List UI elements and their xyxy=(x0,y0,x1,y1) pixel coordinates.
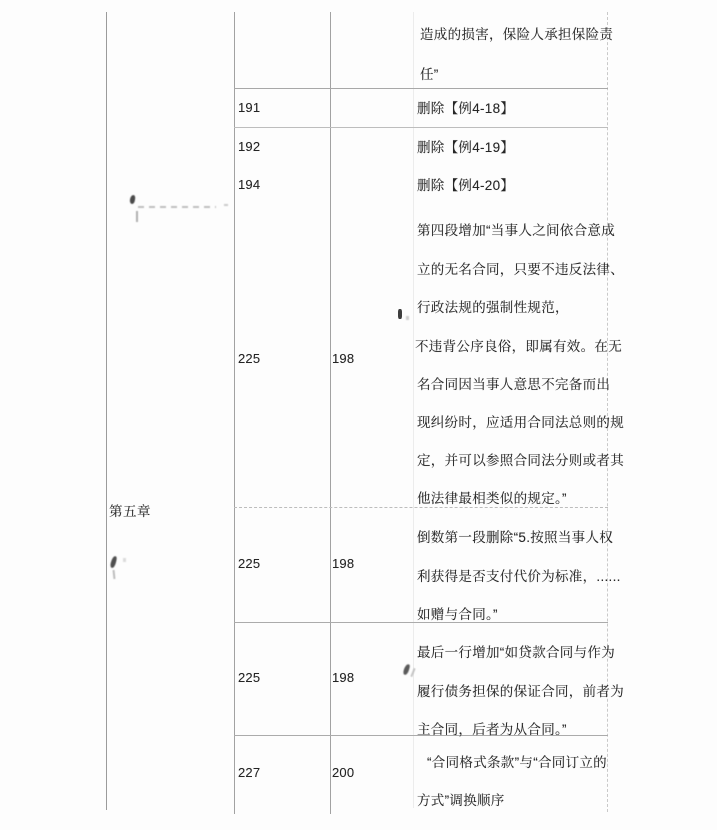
change-description-line: 他法律最相类似的规定。” xyxy=(417,491,567,506)
change-description-line: 删除【例4-20】 xyxy=(417,178,515,193)
change-description-line: 履行债务担保的保证合同，前者为 xyxy=(417,684,624,699)
page-number-new: 225 xyxy=(238,556,261,571)
chapter-cell: 第五章 xyxy=(109,504,151,519)
change-description-line: 倒数第一段删除“5.按照当事人权 xyxy=(417,530,614,545)
change-description-line: 现纠纷时，应适用合同法总则的规 xyxy=(417,415,624,430)
change-description-line: 删除【例4-19】 xyxy=(417,140,515,155)
scan-artifact-pen-mark xyxy=(110,556,117,569)
scan-artifact-tick xyxy=(136,211,138,222)
change-description-line: 定，并可以参照合同法分则或者其 xyxy=(417,453,624,468)
scan-artifact-tick xyxy=(398,309,402,319)
change-description-line: 最后一行增加“如贷款合同与作为 xyxy=(417,645,615,660)
scan-artifact-blob xyxy=(129,195,135,205)
row-divider-2 xyxy=(234,127,608,128)
scan-artifact-pen-mark xyxy=(403,664,411,676)
scan-artifact-speck xyxy=(123,558,126,562)
page-number-new: 191 xyxy=(238,100,261,115)
change-description-line: 利获得是否支付代价为标准，...... xyxy=(417,569,621,584)
scan-artifact-speck xyxy=(406,316,409,320)
change-description-line: 不违背公序良俗，即属有效。在无 xyxy=(415,339,622,354)
page-number-new: 194 xyxy=(238,177,261,192)
page-number-new: 192 xyxy=(238,139,261,154)
table-border-col1 xyxy=(234,12,235,814)
change-description-line: 名合同因当事人意思不完备而出 xyxy=(417,377,611,392)
table-border-left xyxy=(106,12,107,810)
change-description-line: 如赠与合同。” xyxy=(417,607,498,622)
change-description-line: 造成的损害，保险人承担保险责 xyxy=(420,27,614,42)
table-border-col3-faint xyxy=(413,12,414,808)
page-number-new: 225 xyxy=(238,351,261,366)
change-description-line: 行政法规的强制性规范， xyxy=(417,300,569,315)
change-description-line: 第四段增加“当事人之间依合意成 xyxy=(417,223,615,238)
change-description-line: 方式”调换顺序 xyxy=(417,793,505,808)
page-number-old: 200 xyxy=(332,765,355,780)
change-description-line: 任” xyxy=(420,67,439,82)
row-divider-3 xyxy=(234,507,608,508)
page-number-old: 198 xyxy=(332,670,355,685)
page-number-old: 198 xyxy=(332,556,355,571)
change-description-line: 主合同，后者为从合同。” xyxy=(417,722,567,737)
scan-artifact-dot xyxy=(224,204,228,206)
change-description-line: “合同格式条款”与“合同订立的 xyxy=(427,755,607,770)
page-number-new: 225 xyxy=(238,670,261,685)
page-number-old: 198 xyxy=(332,351,355,366)
change-description-line: 删除【例4-18】 xyxy=(417,101,515,116)
scan-artifact-pen-tail xyxy=(113,570,116,579)
change-description-line: 立的无名合同，只要不违反法律、 xyxy=(417,262,624,277)
table-border-col2 xyxy=(330,12,331,814)
row-divider-1 xyxy=(234,88,608,89)
page-number-new: 227 xyxy=(238,765,261,780)
scan-artifact-smear xyxy=(138,206,216,208)
